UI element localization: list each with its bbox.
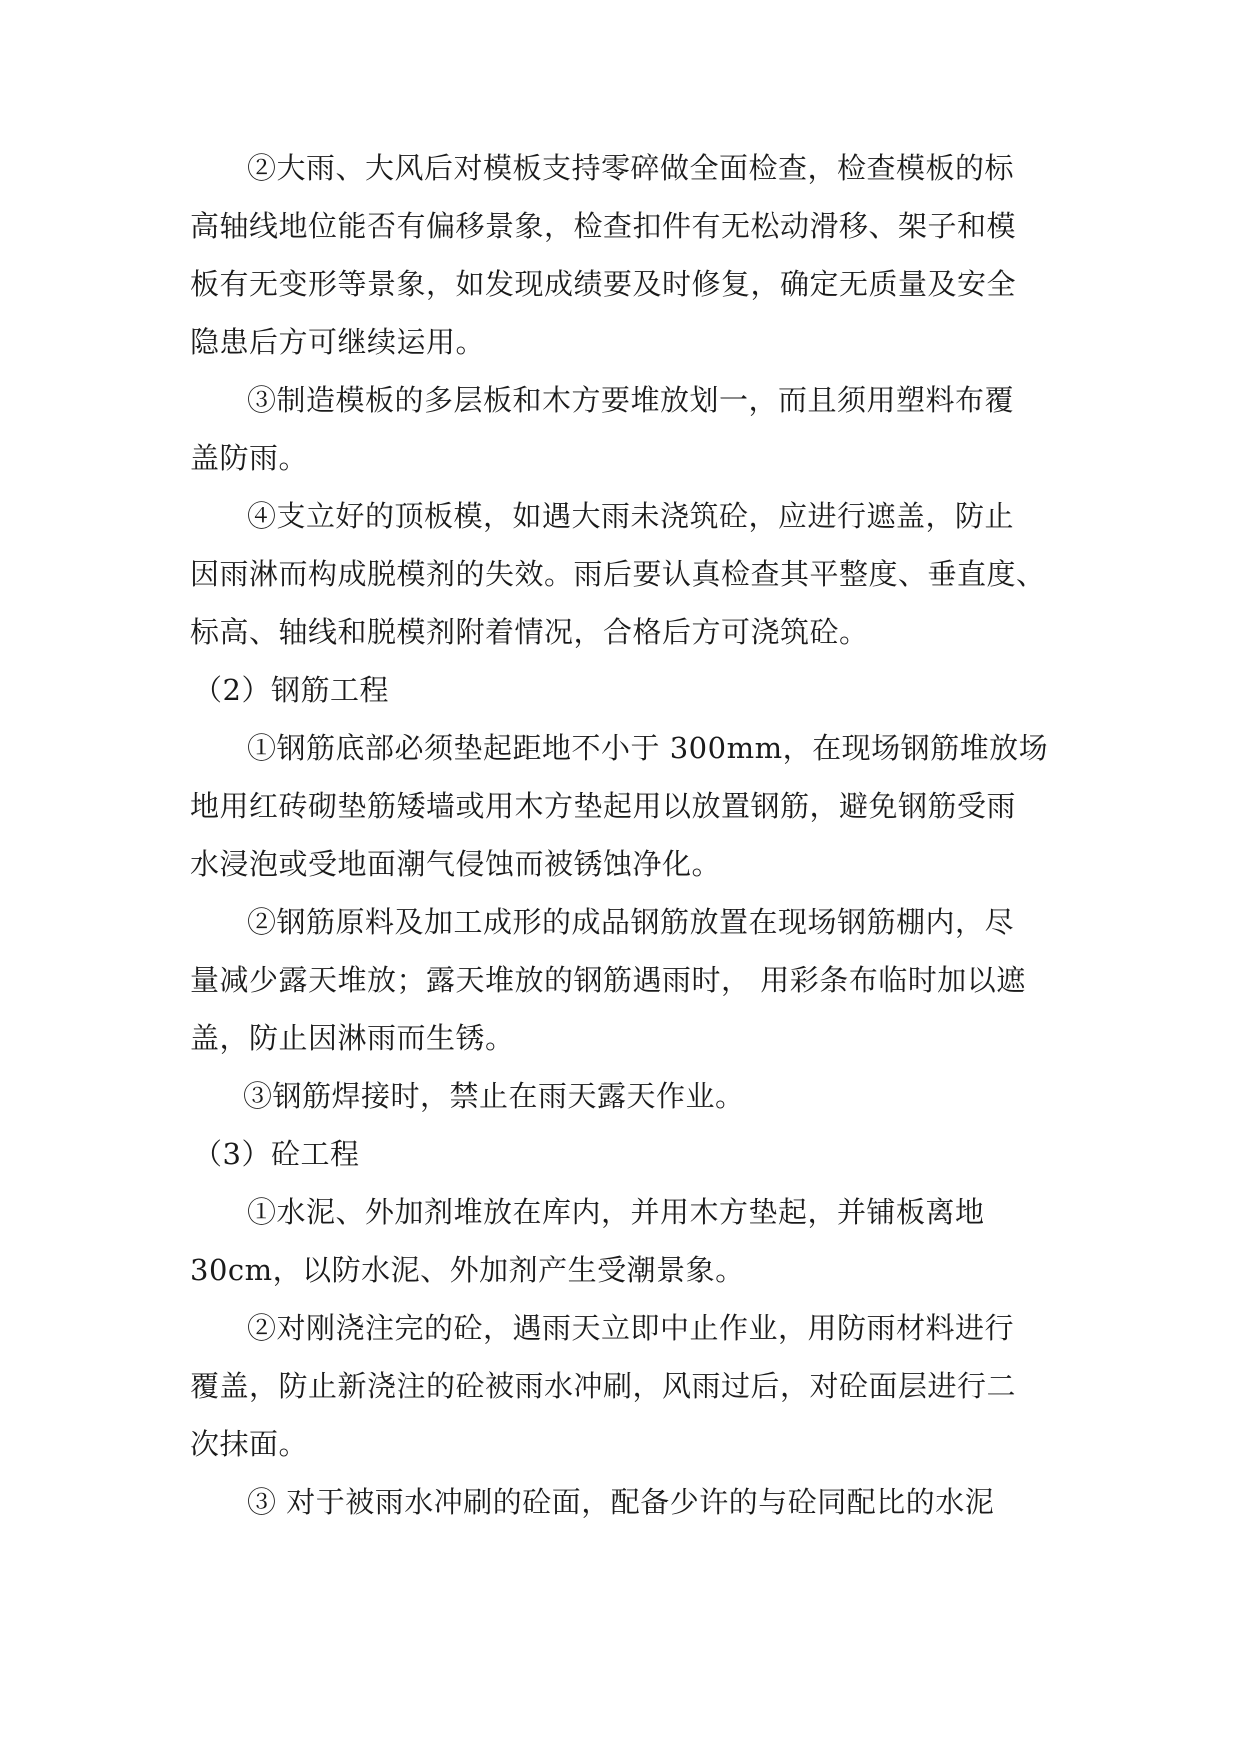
paragraph-line: ②对刚浇注完的砼，遇雨天立即中止作业，用防雨材料进行 <box>247 1311 1015 1345</box>
paragraph-line: 标高、轴线和脱模剂附着情况，合格后方可浇筑砼。 <box>190 615 869 649</box>
paragraph-line: 板有无变形等景象，如发现成绩要及时修复，确定无质量及安全 <box>190 267 1017 301</box>
paragraph-line: ②钢筋原料及加工成形的成品钢筋放置在现场钢筋棚内，尽 <box>247 905 1015 939</box>
paragraph-line: 次抹面。 <box>190 1427 309 1461</box>
section-heading: （3）砼工程 <box>193 1137 360 1171</box>
paragraph-line: ①水泥、外加剂堆放在库内，并用木方垫起，并铺板离地 <box>247 1195 985 1229</box>
paragraph-line: 高轴线地位能否有偏移景象，检查扣件有无松动滑移、架子和模 <box>190 209 1017 243</box>
paragraph-line: ③ 对于被雨水冲刷的砼面，配备少许的与砼同配比的水泥 <box>247 1485 995 1519</box>
paragraph-line: 盖，防止因淋雨而生锈。 <box>190 1021 515 1055</box>
paragraph-line: 地用红砖砌垫筋矮墙或用木方垫起用以放置钢筋，避免钢筋受雨 <box>190 789 1017 823</box>
paragraph-line: 隐患后方可继续运用。 <box>190 325 486 359</box>
paragraph-line: ④支立好的顶板模，如遇大雨未浇筑砼，应进行遮盖，防止 <box>247 499 1015 533</box>
paragraph-line: 覆盖，防止新浇注的砼被雨水冲刷，风雨过后，对砼面层进行二 <box>190 1369 1017 1403</box>
paragraph-line: ③钢筋焊接时，禁止在雨天露天作业。 <box>243 1079 745 1113</box>
paragraph-line: 因雨淋而构成脱模剂的失效。雨后要认真检查其平整度、垂直度、 <box>190 557 1046 591</box>
paragraph-line: 30cm，以防水泥、外加剂产生受潮景象。 <box>190 1253 745 1287</box>
paragraph-line: ②大雨、大风后对模板支持零碎做全面检查，检查模板的标 <box>247 151 1015 185</box>
paragraph-line: 量减少露天堆放；露天堆放的钢筋遇雨时， 用彩条布临时加以遮 <box>190 963 1026 997</box>
paragraph-line: 盖防雨。 <box>190 441 309 475</box>
paragraph-line: 水浸泡或受地面潮气侵蚀而被锈蚀净化。 <box>190 847 722 881</box>
paragraph-line: ①钢筋底部必须垫起距地不小于 300mm，在现场钢筋堆放场 <box>247 731 1049 765</box>
section-heading: （2）钢筋工程 <box>193 673 389 707</box>
paragraph-line: ③制造模板的多层板和木方要堆放划一，而且须用塑料布覆 <box>247 383 1015 417</box>
